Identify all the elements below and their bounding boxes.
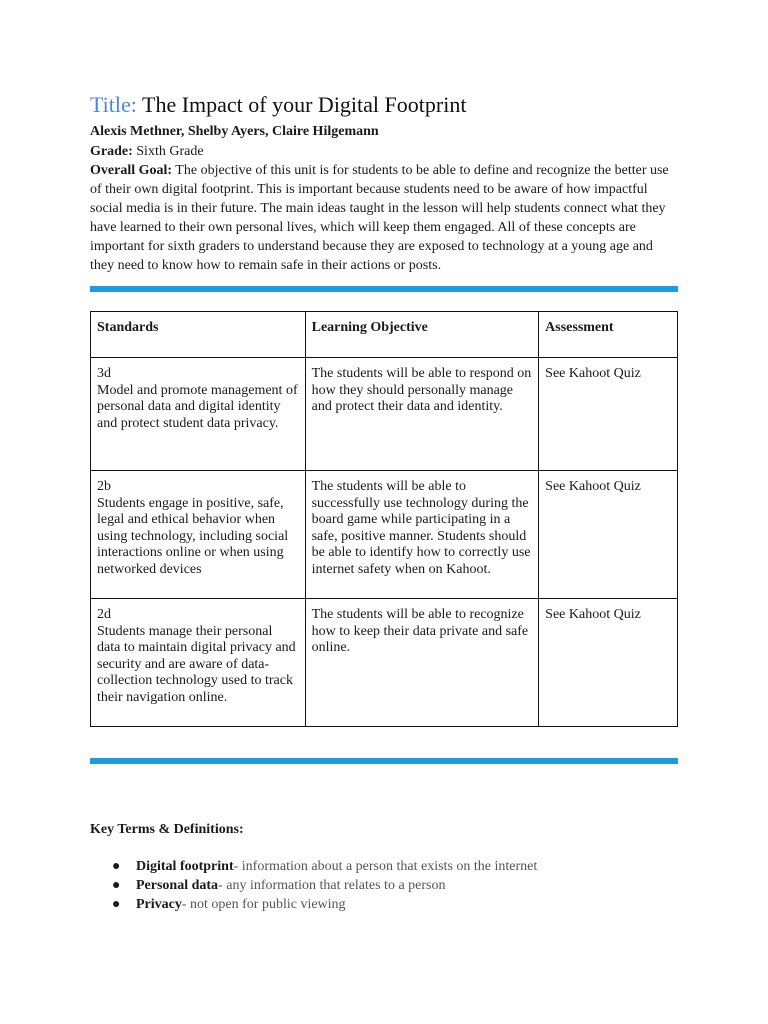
- assessment-cell: See Kahoot Quiz: [539, 471, 678, 599]
- overall-goal: [90, 161, 680, 275]
- table-row: [91, 599, 678, 727]
- objective-cell: The students will be able to respond on how they should personally manage and protect their data and identity.: [305, 358, 539, 471]
- header-standards: Standards: [91, 312, 306, 358]
- list-item: [112, 876, 537, 895]
- divider-bottom: [90, 758, 678, 764]
- key-terms-list: [112, 857, 537, 914]
- grade-value: Sixth Grade: [136, 144, 204, 159]
- table-row: [91, 358, 678, 471]
- assessment-cell: See Kahoot Quiz: [539, 358, 678, 471]
- page-title: [90, 90, 678, 120]
- objective-cell: The students will be able to recognize how to keep their data private and safe online.: [305, 599, 539, 727]
- standard-code: 2d: [97, 607, 111, 622]
- term: Personal data: [136, 878, 219, 893]
- grade-line: [90, 142, 678, 161]
- grade-label: Grade:: [90, 144, 133, 159]
- bullet-icon: ●: [112, 878, 121, 893]
- term: Privacy: [136, 897, 182, 912]
- bullet-icon: ●: [112, 897, 121, 912]
- standard-text: Model and promote management of personal data and digital identity and protect student data privacy.: [97, 382, 298, 431]
- table-header-row: [91, 312, 678, 358]
- standard-cell: [91, 358, 306, 471]
- divider-top: [90, 286, 678, 292]
- term-definition: - information about a person that exists on the internet: [233, 859, 538, 874]
- standard-cell: [91, 471, 306, 599]
- authors: Alexis Methner, Shelby Ayers, Claire Hilgemann: [90, 124, 379, 139]
- assessment-cell: See Kahoot Quiz: [539, 599, 678, 727]
- standards-table: [90, 311, 678, 727]
- standard-text: Students manage their personal data to maintain digital privacy and security and are aware of data-collection technology used to track their navigation online.: [97, 623, 296, 705]
- key-terms-heading: Key Terms & Definitions:: [90, 822, 244, 837]
- document-header: [90, 90, 678, 275]
- goal-label: Overall Goal:: [90, 163, 173, 178]
- standard-code: 2b: [97, 479, 111, 494]
- standard-text: Students engage in positive, safe, legal and ethical behavior when using technology, including social interactions online or when using networked devices: [97, 495, 289, 577]
- term: Digital footprint: [136, 859, 234, 874]
- standard-code: 3d: [97, 366, 111, 381]
- title-label: Title:: [90, 92, 137, 117]
- goal-text: The objective of this unit is for students to be able to define and recognize the better use of their own digital footprint. This is important because students need to be aware of how impactful social media is in their future. The main ideas taught in the lesson will help students connect what they have learned to their own personal lives, which will keep them engaged. All of these concepts are important for sixth graders to understand because they are exposed to technology at a young age and they need to know how to remain safe in their actions or posts.: [90, 163, 669, 273]
- header-learning-objective: Learning Objective: [305, 312, 539, 358]
- header-assessment: Assessment: [539, 312, 678, 358]
- table-row: [91, 471, 678, 599]
- term-definition: - not open for public viewing: [181, 897, 346, 912]
- term-definition: - any information that relates to a person: [218, 878, 446, 893]
- list-item: [112, 857, 537, 876]
- title-text: The Impact of your Digital Footprint: [142, 92, 467, 117]
- bullet-icon: ●: [112, 859, 121, 874]
- objective-cell: The students will be able to successfully use technology during the board game while participating in a safe, positive manner. Students should be able to identify how to correctly use internet safety when on Kahoot.: [305, 471, 539, 599]
- standard-cell: [91, 599, 306, 727]
- list-item: [112, 895, 537, 914]
